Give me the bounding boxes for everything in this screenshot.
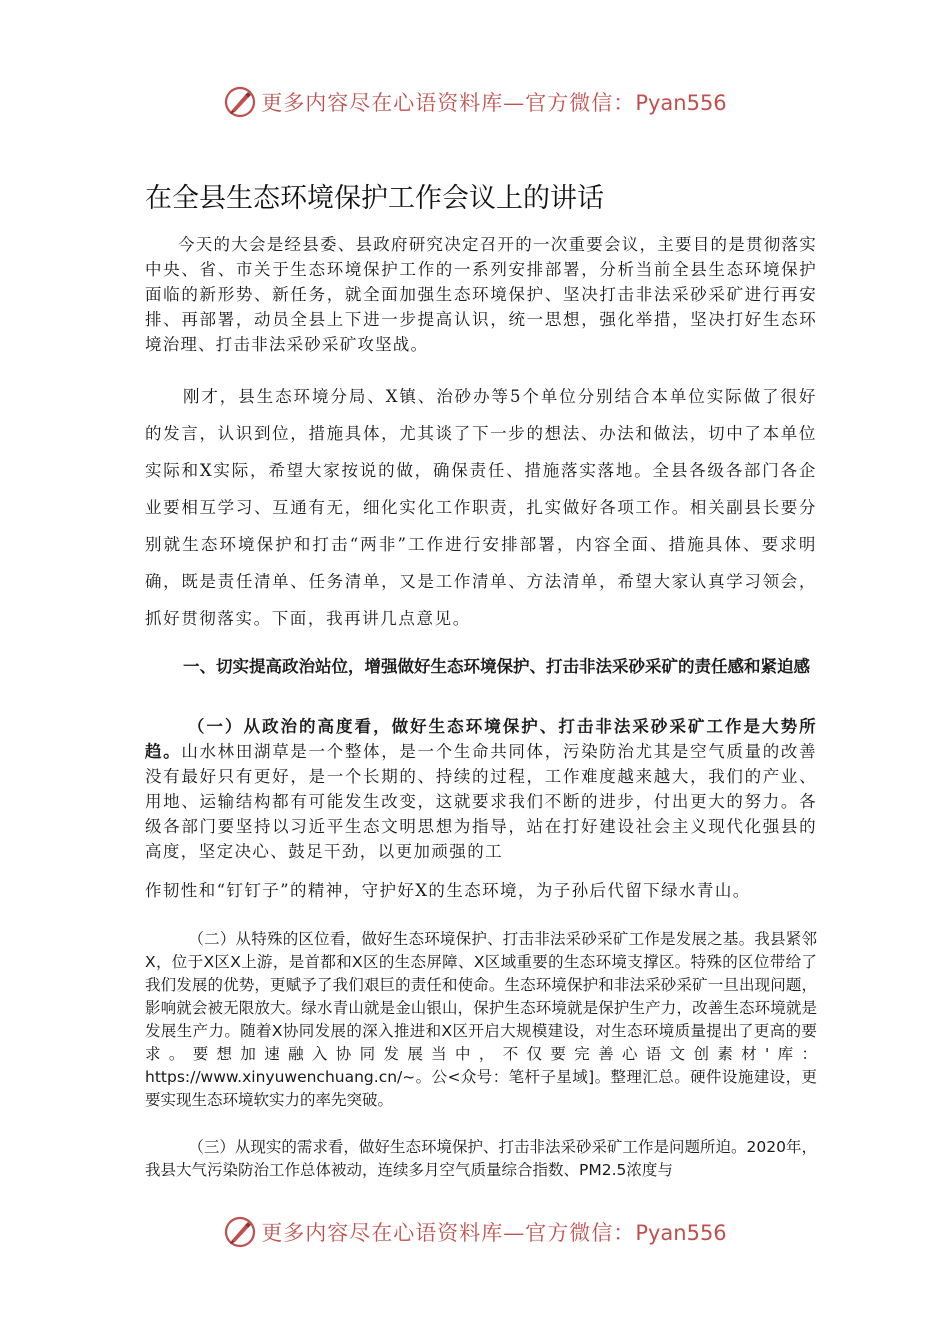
banner-text	[261, 1217, 726, 1247]
paragraph-political-height	[145, 714, 817, 864]
banner-account: Pyan556	[635, 1221, 727, 1245]
page-title: 在全县生态环境保护工作会议上的讲话	[145, 183, 604, 214]
paragraph-lead-bold: （一）从政治的高度看，做好生态环境保护、打击非法采砂采矿工作是大势所趋。	[145, 717, 817, 761]
header-watermark-banner	[0, 80, 950, 124]
pen-logo-icon	[223, 85, 257, 119]
banner-account: Pyan556	[635, 91, 727, 115]
section-heading-1: 一、切实提高政治站位，增强做好生态环境保护、打击非法采砂采矿的责任感和紧迫感	[182, 657, 810, 676]
paragraph-intro: 今天的大会是经县委、县政府研究决定召开的一次重要会议，主要目的是贯彻落实中央、省、市关于生态环境保护工作的一系列安排部署，分析当前全县生态环境保护面临的新形势、新任务，就全面加强生态环境保护、坚决打击非法采砂采矿进行再安排、再部署，动员全县上下进一步提高认识，统一思想，强化举措，坚决打好生态环境治理、打击非法采砂采矿攻坚战。	[145, 235, 817, 354]
banner-prefix: 更多内容尽在心语资料库—官方微信：	[261, 1221, 636, 1245]
paragraph-special-location: （二）从特殊的区位看，做好生态环境保护、打击非法采砂采矿工作是发展之基。我县紧邻X，位于X区X上游，是首都和X区的生态屏障、X区域重要的生态环境支撑区。特殊的区位带给了我们发展的优势，更赋予了我们艰巨的责任和使命。生态环境保护和非法采砂采矿一旦出现问题，影响就会被无限放大。绿水青山就是金山银山，保护生态环境就是保护生产力，改善生态环境就是发展生产力。随着X协同发展的深入推进和X区开启大规模建设，对生态环境质量提出了更高的要求。要想加速融入协同发展当中，不仅要完善心语文创素材'库：https://www.xinyuwenchuang.cn/~。公<众号：笔杆子星域]。整理汇总。硬件设施建设，更要实现生态环境软实力的率先突破。	[145, 930, 817, 1109]
paragraph-body: 山水林田湖草是一个整体，是一个生命共同体，污染防治尤其是空气质量的改善没有最好只有更好，是一个长期的、持续的过程，工作难度越来越大，我们的产业、用地、运输结构都有可能发生改变，这就要求我们不断的进步，付出更大的努力。各级各部门要坚持以习近平生态文明思想为指导，站在打好建设社会主义现代化强县的高度，坚定决心、鼓足干劲，以更加顽强的工	[145, 742, 817, 861]
paragraph-political-height-last-line: 作韧性和“钉钉子”的精神，守护好X的生态环境，为子孙后代留下绿水青山。	[145, 881, 751, 900]
banner-prefix: 更多内容尽在心语资料库—官方微信：	[261, 91, 636, 115]
footer-watermark-banner	[0, 1210, 950, 1254]
paragraph-practical-needs: （三）从现实的需求看，做好生态环境保护、打击非法采砂采矿工作是问题所迫。2020年，我县大气污染防治工作总体被动，连续多月空气质量综合指数、PM2.5浓度与	[145, 1138, 817, 1179]
banner-text	[261, 87, 726, 117]
pen-logo-icon	[223, 1215, 257, 1249]
paragraph-reports: 刚才，县生态环境分局、X镇、治砂办等5个单位分别结合本单位实际做了很好的发言，认识到位，措施具体，尤其谈了下一步的想法、办法和做法，切中了本单位实际和X实际，希望大家按说的做，确保责任、措施落实落地。全县各级各部门各企业要相互学习、互通有无，细化实化工作职责，扎实做好各项工作。相关副县长要分别就生态环境保护和打击“两非”工作进行安排部署，内容全面、措施具体、要求明确，既是责任清单、任务清单，又是工作清单、方法清单，希望大家认真学习领会，抓好贯彻落实。下面，我再讲几点意见。	[145, 387, 817, 628]
